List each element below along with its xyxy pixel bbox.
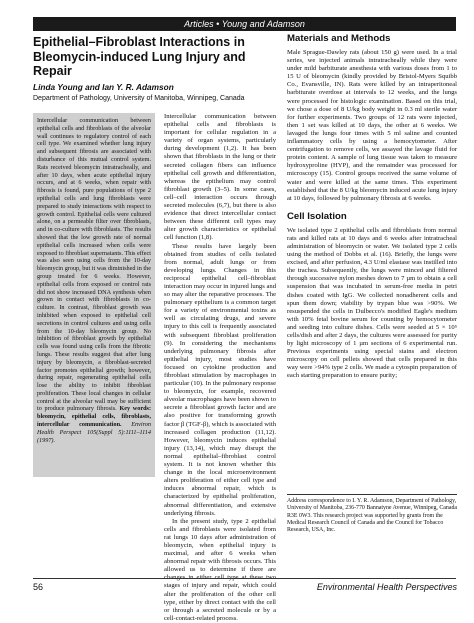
footnote-text: Address correspondence to I. Y. R. Adamson, Department of Pathology, University of Manitoba, 236-770 Bannatyne Avenue, Winnipeg, Canada R3E 0W3. This research project was supported by grants from the Medical Research Council of Canada and the Council for Tobacco Research, USA, Inc. [287,498,458,534]
journal-name: Environmental Health Perspectives [316,582,457,592]
abstract-citation: Environ Health Perspect 105(Suppl 5):1111–1114 (1997). [37,421,151,444]
cell-isolation-heading: Cell Isolation [287,210,347,222]
body-paragraph: In the present study, type 2 epithelial cells and fibroblasts were isolated from rat lungs 10 days after administration of bleomycin, when epithelial injury is maximal, and after 6 weeks when abnormal repair with fibrosis occurs. This allowed us to determine if there are changes in either cell type at these two stages of injury and repair, which could alter the proliferation of the other cell type, either by direct contact with the cell or through a secreted molecule or by a cell-contact-related process. [164,517,276,622]
methods-paragraph: Male Sprague-Dawley rats (about 150 g) were used. In a trial series, we injected animals intratracheally while they were under mild barbiturate anesthesia with various doses from 1 to 15 U of bleomycin (kindly provided by Bristol-Myers Squibb Co., Evansville, IN). Rats were killed by an intraperitoneal barbiturate overdose at intervals to 12 weeks, and the lungs were processed for histologic examination. Based on this trial, we chose a dose of 8 U/kg body weight in 0.3 ml sterile water for further experiments. Two groups of 12 rats were injected, then 1 set was killed at 10 days, the other at 6 weeks. We lavaged the lungs four times with 5 ml saline and counted inflammatory cells by using a hemocytometer. After centrifugation to remove cells, we assayed the lavage fluid for protein content. A sample of lung tissue was taken to measure hydroxyproline (HYP), and the remainder was processed for microscopy (15). Control groups received the same volume of water and were killed at the same times. This experiment established that the 8 U/kg bleomycin induced acute lung injury at 10 days, followed by pulmonary fibrosis at 6 weeks. [287,49,457,202]
article-title: Epithelial–Fibroblast Interactions in Bleomycin-induced Lung Injury and Repair [33,35,246,78]
abstract-box [33,113,155,477]
abstract-body: Intercellular communication between epithelial cells and fibroblasts of the alveolar wall continues to regulatory control of each cell type. We examined whether lung injury and subsequent fibrosis are associated with disturbance of this mutual control system. Rats received bleomycin intratracheally, and after 10 days, when acute epithelial injury occurs, and at 6 weeks, when repair with fibrosis is found, pure populations of type 2 epithelial cells and lung fibroblasts were prepared to study interactions with respect to growth control. Epithelial cells were cultured alone, on a permeable filter over fibroblasts, and in co-culture with fibroblasts. The results showed that the low growth rate of normal epithelial cells increased when cells were exposed to fibroblast supernatants. This effect was also seen using cells from the 10-day bleomycin group, but it was diminished in the group treated for 6 weeks. However, epithelial cells from exposed or control rats did not show increased DNA synthesis when grown in contact with fibroblasts in co-culture. In contrast, fibroblast growth was inhibited when exposed to epithelial cell secretions in control cultures and using cells from the 10-day bleomycin group. No inhibition of fibroblast growth by epithelial cells was found using cells from the fibrotic lungs. These results suggest that after lung injury by bleomycin, a fibroblast-secreted factor promotes epithelial growth; however, during repair, regenerating epithelial cells lose the ability to inhibit fibroblast proliferation. These local changes in cellular control at the alveolar wall may be sufficient to produce pulmonary fibrosis. [37,117,151,413]
methods-heading: Materials and Methods [287,33,391,44]
abstract-text [37,117,151,444]
article-authors: Linda Young and Ian Y. R. Adamson [33,82,174,92]
page-number: 56 [33,582,44,592]
body-paragraph: These results have largely been obtained from studies of cells isolated from normal, adult lungs or from developing lungs. Changes in this reciprocal epithelial cell–fibroblast interaction may occur in injured lungs and so may alter the reparative processes. The pulmonary epithelium is a common target for a variety of environmental toxins as well as circulating drugs, and severe injury to this cell is frequently associated with subsequent fibroblast proliferation (9). In considering the mechanisms underlying pulmonary fibrosis after epithelial injury, most studies have focused on cytokine production and fibroblast stimulation by macrophages in particular (10). In the pulmonary response to bleomycin, for example, recovered alveolar macrophages have been shown to secrete a fibroblast growth factor and are also positive for transforming growth factor β (TGF-β), which is associated with increased collagen production (11,12). However, bleomycin induces epithelial injury (13,14), which may disrupt the normal epithelial–fibroblast control system. It is not known whether this change in the local microenvironment alters proliferation of either cell type and induces abnormal repair, which is characterized by epithelial proliferation, abnormal differentiation, and extensive underlying fibrosis. [164,242,276,517]
correspondence-footnote [287,494,457,534]
body-paragraph: Intercellular communication between epithelial cells and fibroblasts is important for cellular regulation in a variety of organ systems, particularly during development (1,2). It has been shown that fibroblasts in the lung or their secreted collagen fibers can influence epithelial cell growth and differentiation, whereas the epithelium may control fibroblast growth (3–5). In some cases, cell–cell interaction occurs through secreted molecules (6,7), but there is also evidence that direct intercellular contact between these different cell types may alter growth characteristics or epithelial cell function (1,8). [164,113,276,242]
cell-isolation-paragraph: We isolated type 2 epithelial cells and fibroblasts from normal rats and killed rats at 10 days and 6 weeks after intratracheal administration of bleomycin or water. We isolated type 2 cells using the method of Dobbs et al. (16). Briefly, the lungs were excised, and after perfusion, 4.3 U/ml elastase was instilled into the trachea. Subsequently, the lungs were minced and filtered through successive nylon meshes down to 7 µm to obtain a cell suspension that was incubated in serum-free media in petri dishes coated with IgG. We collected nonadherent cells and spun them down; viability by trypan blue was >90%. We resuspended the cells in Dulbecco's modified Eagle's medium with 10% fetal bovine serum for counting by hemocytometer and seeding into culture dishes. Cells were seeded at 5 × 10⁵ cells/dish and after 2 days, the cultures were assessed for purity by light microscopy of 1 µm sections of 6 experimental run. Previous experiments using special stains and electron microscopy on cell pellets showed that cells prepared in this way were >94% type 2 cells. We made a cytospin preparation of each starting preparation to ensure purity; [287,226,457,380]
abstract-keywords: Key words: bleomycin, epithelial cells, fibroblasts, intercellular communication. [37,405,151,429]
footer-divider [33,578,456,579]
section-label: Articles • Young and Adamson [184,19,305,29]
body-column-right [287,33,457,381]
section-header-bar [33,17,456,31]
body-column-middle [164,113,276,623]
article-affiliation: Department of Pathology, University of Manitoba, Winnipeg, Canada [33,95,245,102]
